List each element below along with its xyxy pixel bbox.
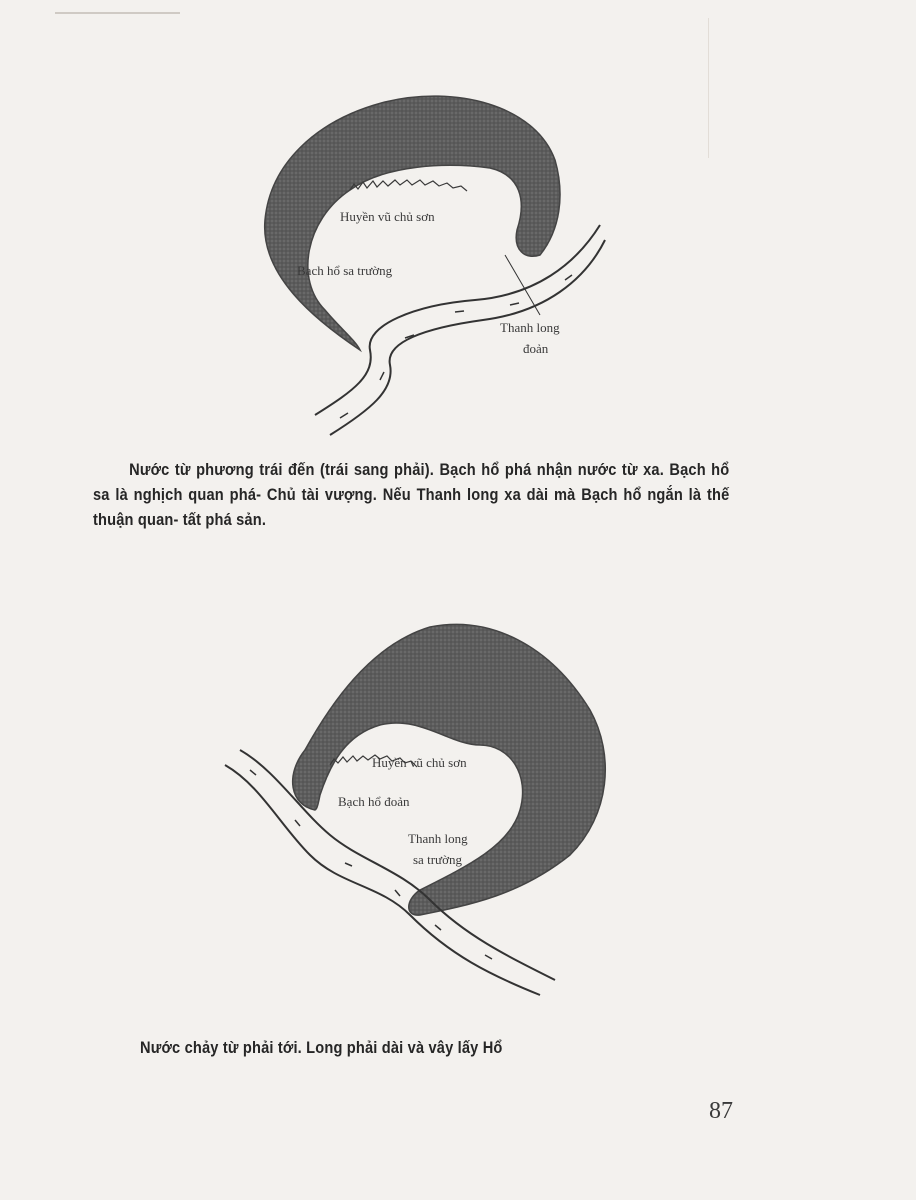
- label-thanh-long-1: Thanh long: [500, 320, 560, 335]
- header-rule: [55, 12, 180, 14]
- label-thanh-long-2: sa trường: [413, 852, 462, 867]
- label-thanh-long-2: đoản: [523, 341, 549, 356]
- diagram-top: [255, 80, 635, 460]
- caption-top: Nước từ phương trái đến (trái sang phải). Bạch hổ phá nhận nước từ xa. Bạch hổ sa là nghịch quan phá- Chủ tài vượng. Nếu Thanh long xa dài mà Bạch hổ ngắn là thế thuận quan- tất phá sản.: [93, 460, 730, 529]
- caption-bottom: Nước chảy từ phải tới. Long phải dài và vây lấy Hổ: [140, 1038, 503, 1057]
- page-number: 87: [709, 1098, 733, 1124]
- diagram-bottom: [220, 615, 640, 1015]
- label-bach-ho: Bạch hổ đoản: [338, 794, 410, 809]
- label-bach-ho: Bạch hổ sa trường: [297, 263, 393, 278]
- scan-edge-mark: [708, 18, 709, 158]
- label-huyen-vu: Huyền vũ chủ sơn: [372, 755, 467, 770]
- label-huyen-vu: Huyền vũ chủ sơn: [340, 209, 435, 224]
- mountain-inner-edge: [350, 180, 467, 191]
- label-thanh-long-1: Thanh long: [408, 831, 468, 846]
